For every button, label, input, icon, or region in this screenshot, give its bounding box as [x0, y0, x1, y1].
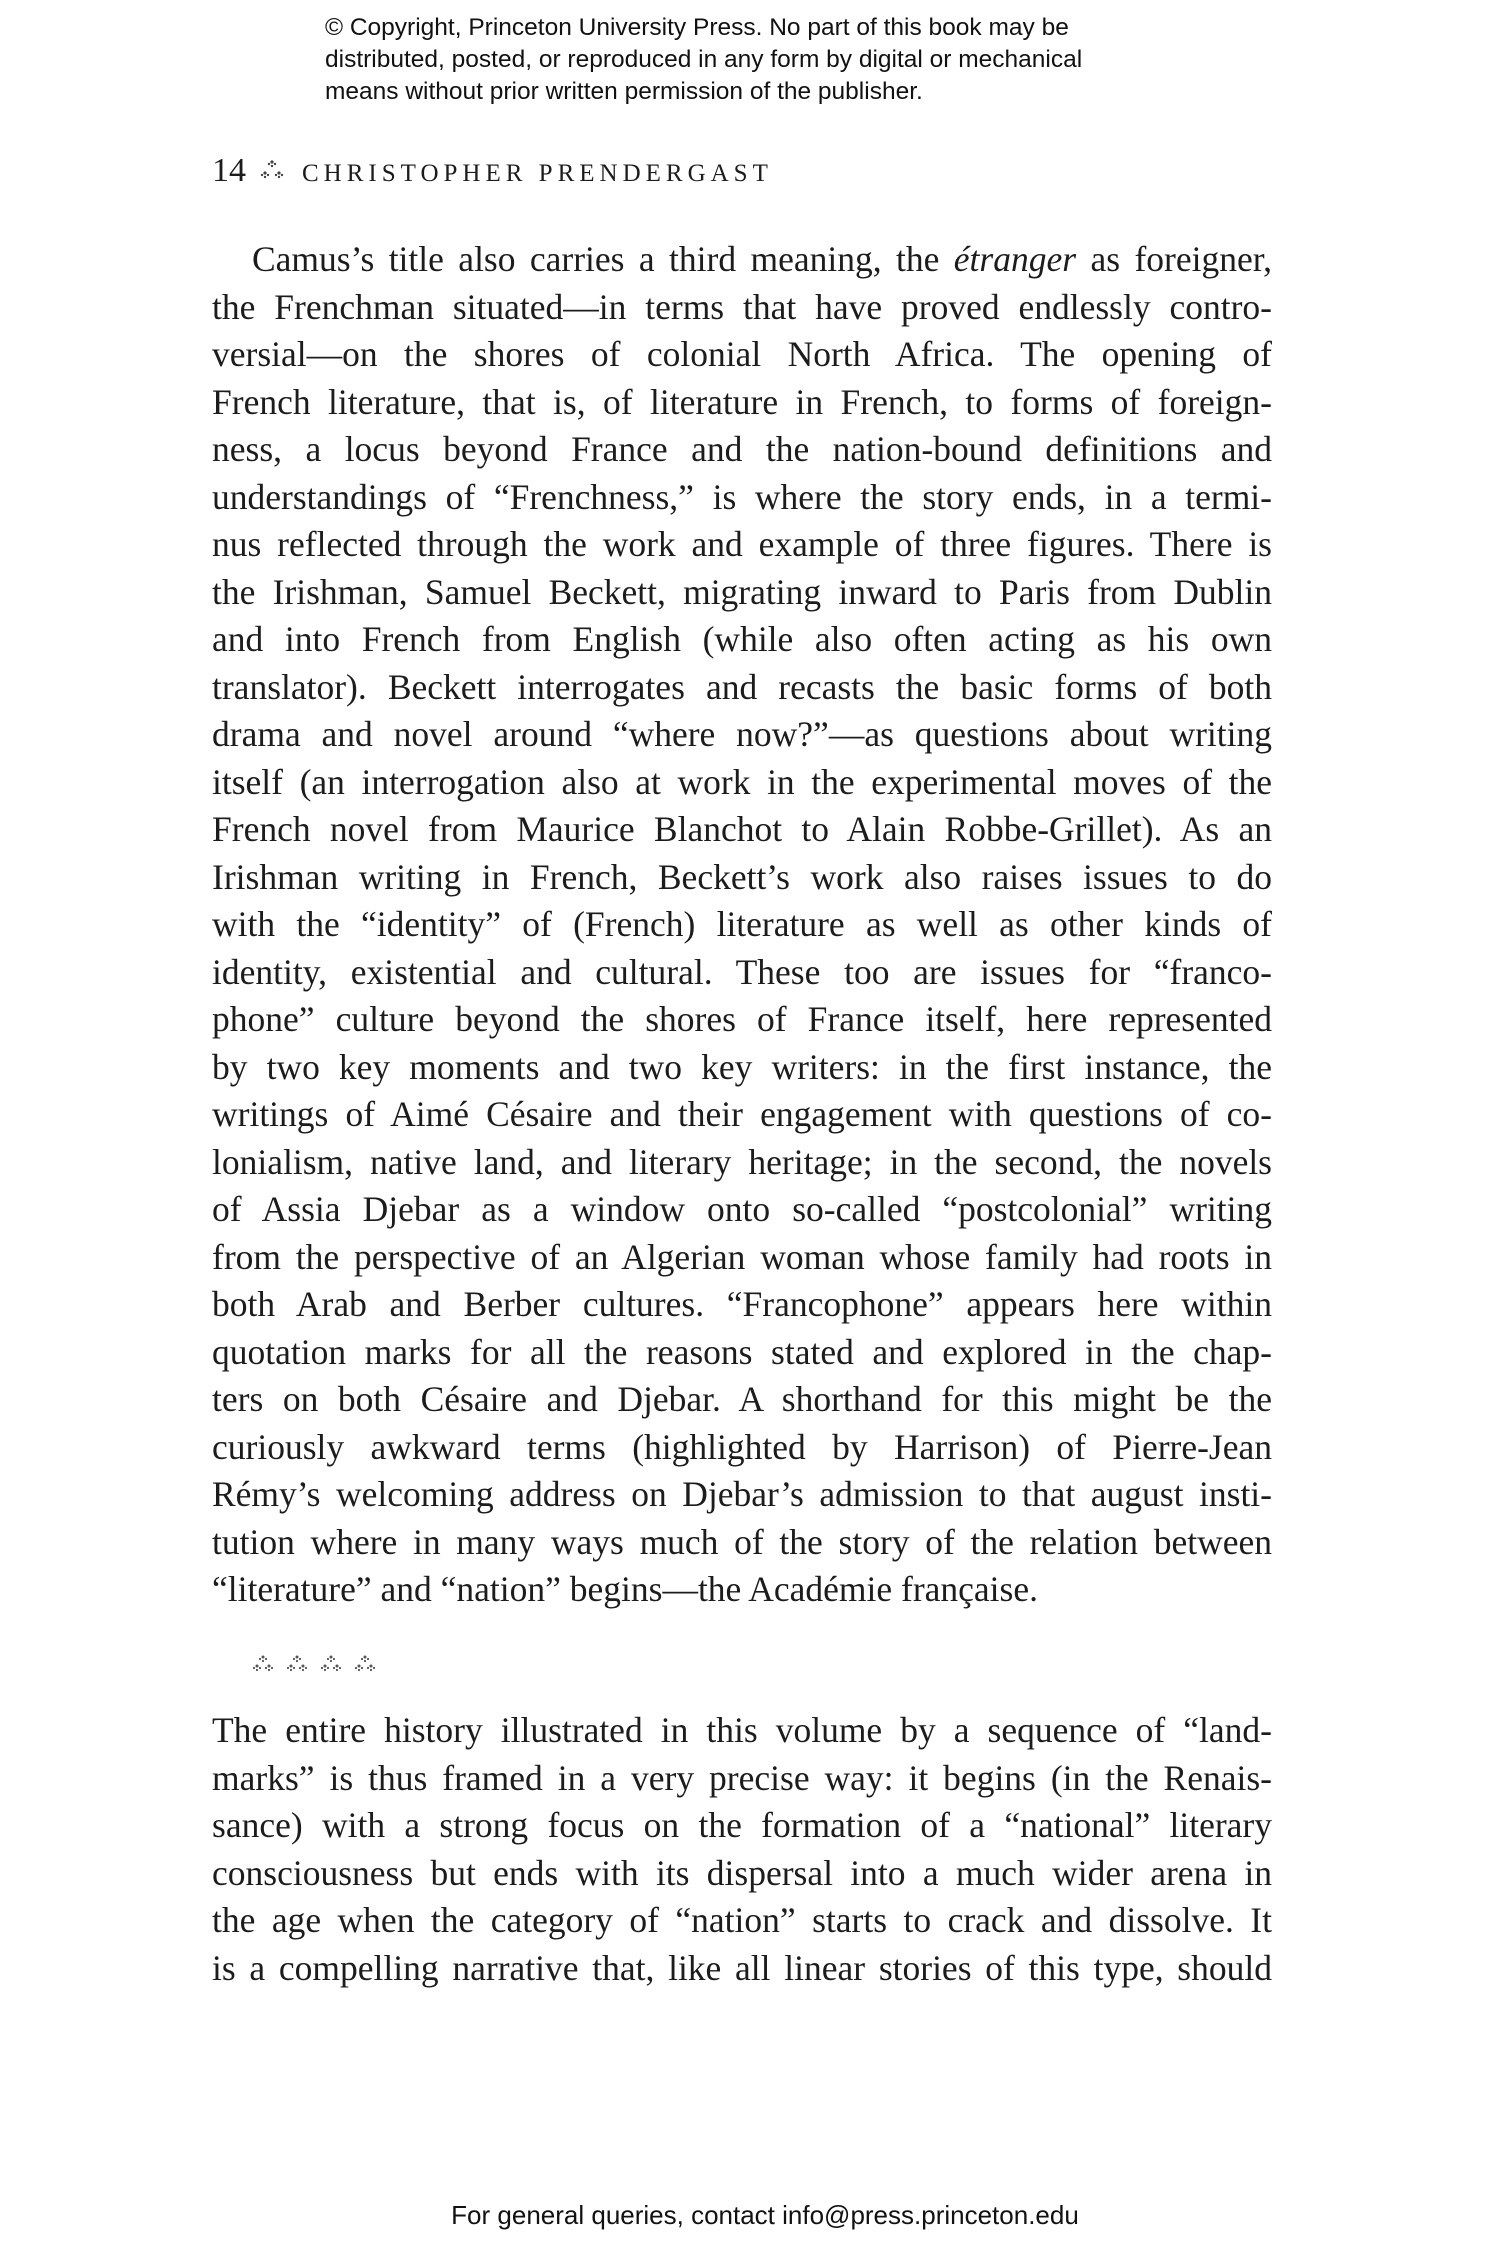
asterism-icon [286, 1653, 308, 1673]
text-line: ters on both Césaire and Djebar. A shorthand for this might be the [212, 1379, 1272, 1419]
text-line: phone” culture beyond the shores of France itself, here represented [212, 999, 1272, 1039]
asterism-icon [252, 1653, 274, 1673]
copyright-notice [325, 12, 1325, 108]
running-head-author: CHRISTOPHER PRENDERGAST [302, 160, 773, 187]
text-line: French novel from Maurice Blanchot to Alain Robbe-Grillet). As an [212, 809, 1272, 849]
text-line: the Frenchman situated—in terms that have proved endlessly contro- [212, 286, 1272, 327]
asterism-icon [320, 1653, 342, 1673]
text-line: quotation marks for all the reasons stated and explored in the chap- [212, 1331, 1272, 1372]
text-line: marks” is thus framed in a very precise way: it begins (in the Renais- [212, 1757, 1272, 1798]
footer-text: For general queries, contact info@press.princeton.edu [451, 2200, 1079, 2230]
text-line: nus reflected through the work and example of three figures. There is [212, 524, 1272, 564]
text-line: Rémy’s welcoming address on Djebar’s admission to that august insti- [212, 1474, 1272, 1514]
text-line: identity, existential and cultural. These too are issues for “franco- [212, 951, 1272, 992]
text-line: drama and novel around “where now?”—as questions about writing [212, 714, 1272, 754]
asterism-icon [354, 1653, 376, 1673]
text-line: Irishman writing in French, Beckett’s work also raises issues to do [212, 856, 1272, 897]
running-head [212, 152, 773, 192]
text-line: French literature, that is, of literature in French, to forms of foreign- [212, 381, 1272, 422]
asterism-ornament-icon [258, 157, 286, 183]
text-line: curiously awkward terms (highlighted by Harrison) of Pierre-Jean [212, 1426, 1272, 1467]
section-break-ornament [252, 1653, 376, 1673]
text-line: with the “identity” of (French) literature as well as other kinds of [212, 904, 1272, 944]
text-line: ness, a locus beyond France and the nation-bound definitions and [212, 429, 1272, 469]
paragraph-1 [212, 236, 1272, 1614]
copyright-line: distributed, posted, or reproduced in any form by digital or mechanical [325, 46, 1083, 73]
text-line: sance) with a strong focus on the formation of a “national” literary [212, 1805, 1272, 1845]
copyright-line: © Copyright, Princeton University Press. No part of this book may be [325, 14, 1069, 41]
text-line: is a compelling narrative that, like all linear stories of this type, should [212, 1947, 1272, 1988]
page-number: 14 [212, 152, 246, 189]
text-line: itself (an interrogation also at work in the experimental moves of the [212, 761, 1272, 802]
text-line: lonialism, native land, and literary heritage; in the second, the novels [212, 1141, 1272, 1182]
text-line: both Arab and Berber cultures. “Francophone” appears here within [212, 1284, 1272, 1324]
text-line: understandings of “Frenchness,” is where the story ends, in a termi- [212, 476, 1272, 517]
text-line: writings of Aimé Césaire and their engagement with questions of co- [212, 1094, 1272, 1134]
paragraph-2 [212, 1707, 1272, 1992]
text-line: “literature” and “nation” begins—the Académie française. [212, 1569, 1038, 1609]
text-line: tution where in many ways much of the story of the relation between [212, 1521, 1272, 1562]
text-line: of Assia Djebar as a window onto so-called “postcolonial” writing [212, 1189, 1272, 1229]
text-line: from the perspective of an Algerian woman whose family had roots in [212, 1236, 1272, 1277]
text-line: the age when the category of “nation” starts to crack and dissolve. It [212, 1900, 1272, 1940]
text-line: The entire history illustrated in this volume by a sequence of “land- [212, 1710, 1272, 1750]
text-line: Camus’s title also carries a third meaning, the étranger as foreigner, [252, 239, 1272, 279]
text-line: by two key moments and two key writers: in the first instance, the [212, 1046, 1272, 1087]
text-line: consciousness but ends with its dispersal into a much wider arena in [212, 1852, 1272, 1893]
text-line: translator). Beckett interrogates and recasts the basic forms of both [212, 666, 1272, 707]
text-line: the Irishman, Samuel Beckett, migrating inward to Paris from Dublin [212, 571, 1272, 612]
text-line: and into French from English (while also often acting as his own [212, 619, 1272, 659]
footer-contact [0, 2200, 1500, 2231]
copyright-line: means without prior written permission of the publisher. [325, 78, 923, 105]
text-line: versial—on the shores of colonial North Africa. The opening of [212, 334, 1272, 374]
